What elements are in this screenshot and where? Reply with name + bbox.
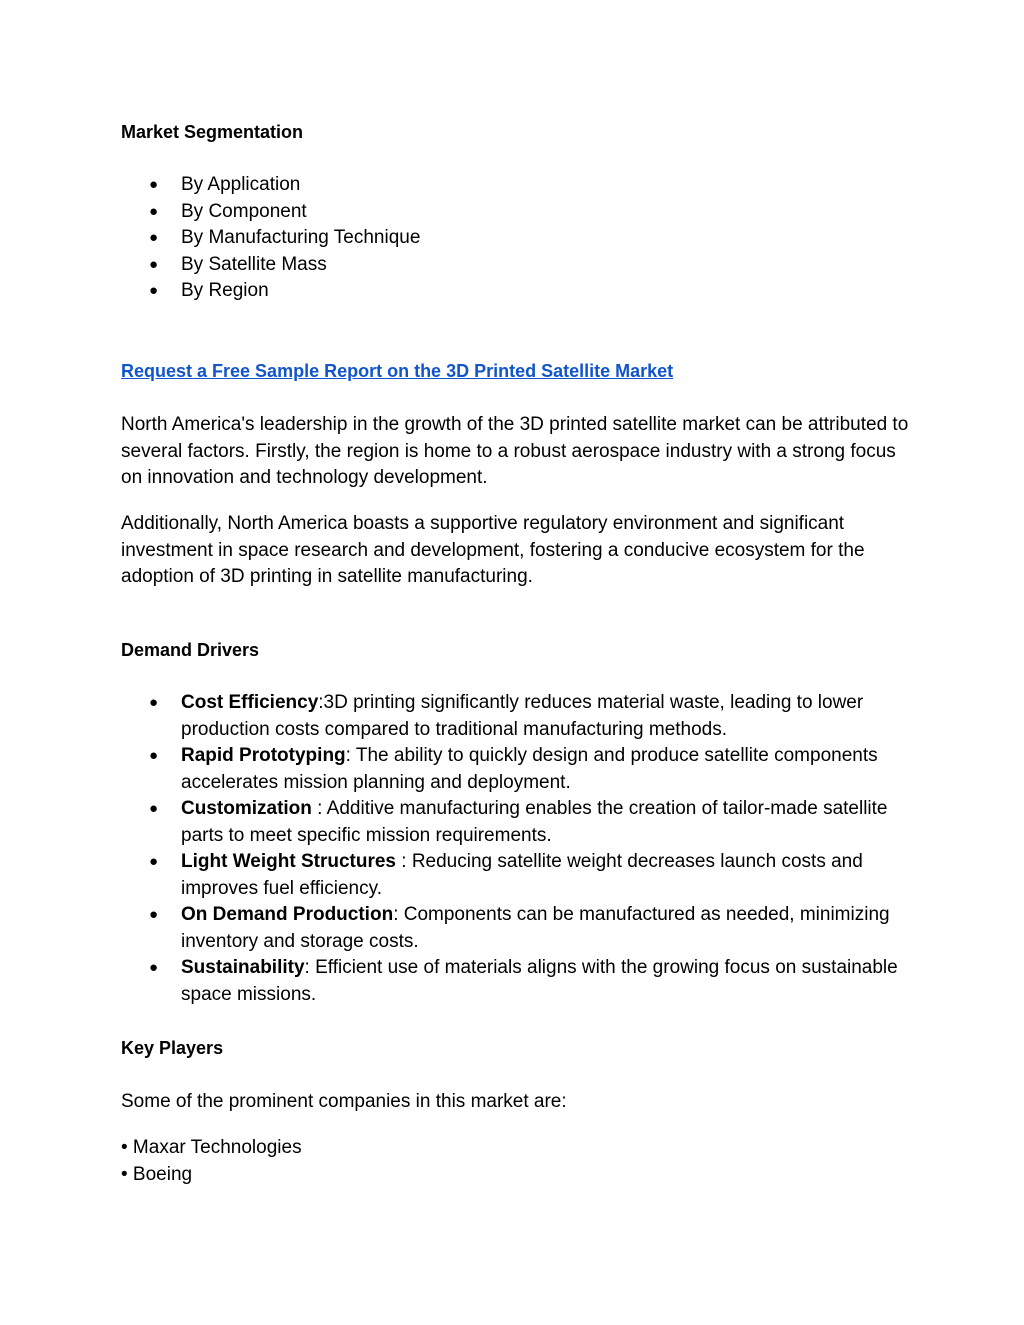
list-item: ● By Application [121, 172, 911, 199]
bullet-icon: ● [149, 853, 159, 870]
list-item: ● By Component [121, 199, 911, 226]
list-item: ● By Satellite Mass [121, 252, 911, 279]
market-segmentation-heading: Market Segmentation [121, 122, 304, 142]
list-item: • Maxar Technologies [121, 1137, 302, 1158]
list-item: ● Cost Efficiency:3D printing significantly reduces material waste, leading to lower production costs compared to traditional manufacturing methods. [149, 692, 864, 740]
key-players-intro: Some of the prominent companies in this market are: [121, 1091, 567, 1112]
list-item: • Boeing [121, 1163, 193, 1185]
bullet-icon: ● [149, 959, 159, 976]
list-item: ● On Demand Production: Components can be manufactured as needed, minimizing inventory and storage costs. [149, 904, 890, 952]
sample-report-link[interactable]: Request a Free Sample Report on the 3D Printed Satellite Market [121, 361, 674, 381]
paragraph-regulatory: Additionally, North America boasts a supportive regulatory environment and significant investment in space research and development, fostering a conducive ecosystem for the adoption of 3D printing in satellite manufacturing. [121, 513, 865, 587]
bullet-icon: ● [149, 282, 159, 299]
bullet-icon: ● [149, 694, 159, 711]
bullet-icon: ● [149, 202, 159, 220]
bullet-icon: ● [149, 255, 159, 273]
bullet-icon: ● [149, 176, 159, 193]
paragraph-leadership: North America's leadership in the growth of the 3D printed satellite market can be attributed to several factors. Firstly, the region is home to a robust aerospace industry with a strong focus on innovation and technology development. [121, 414, 909, 488]
key-players-heading: Key Players [121, 1038, 224, 1058]
segmentation-list [121, 172, 911, 305]
demand-drivers-heading: Demand Drivers [121, 640, 260, 660]
list-item: ● Light Weight Structures : Reducing satellite weight decreases launch costs and improves fuel efficiency. [149, 851, 863, 899]
bullet-icon: ● [149, 747, 159, 764]
list-item: ● Customization : Additive manufacturing enables the creation of tailor-made satellite parts to meet specific mission requirements. [149, 798, 888, 846]
bullet-icon: ● [149, 800, 159, 817]
list-item: ● Rapid Prototyping: The ability to quickly design and produce satellite components accelerates mission planning and deployment. [149, 745, 878, 793]
list-item: ● By Manufacturing Technique [121, 225, 911, 252]
bullet-icon: ● [149, 906, 159, 923]
list-item: ● Sustainability: Efficient use of materials aligns with the growing focus on sustainable space missions. [149, 957, 898, 1005]
bullet-icon: ● [149, 229, 159, 246]
companies-list [121, 1135, 302, 1188]
drivers-list [121, 690, 911, 1008]
list-item: ● By Region [121, 278, 911, 305]
